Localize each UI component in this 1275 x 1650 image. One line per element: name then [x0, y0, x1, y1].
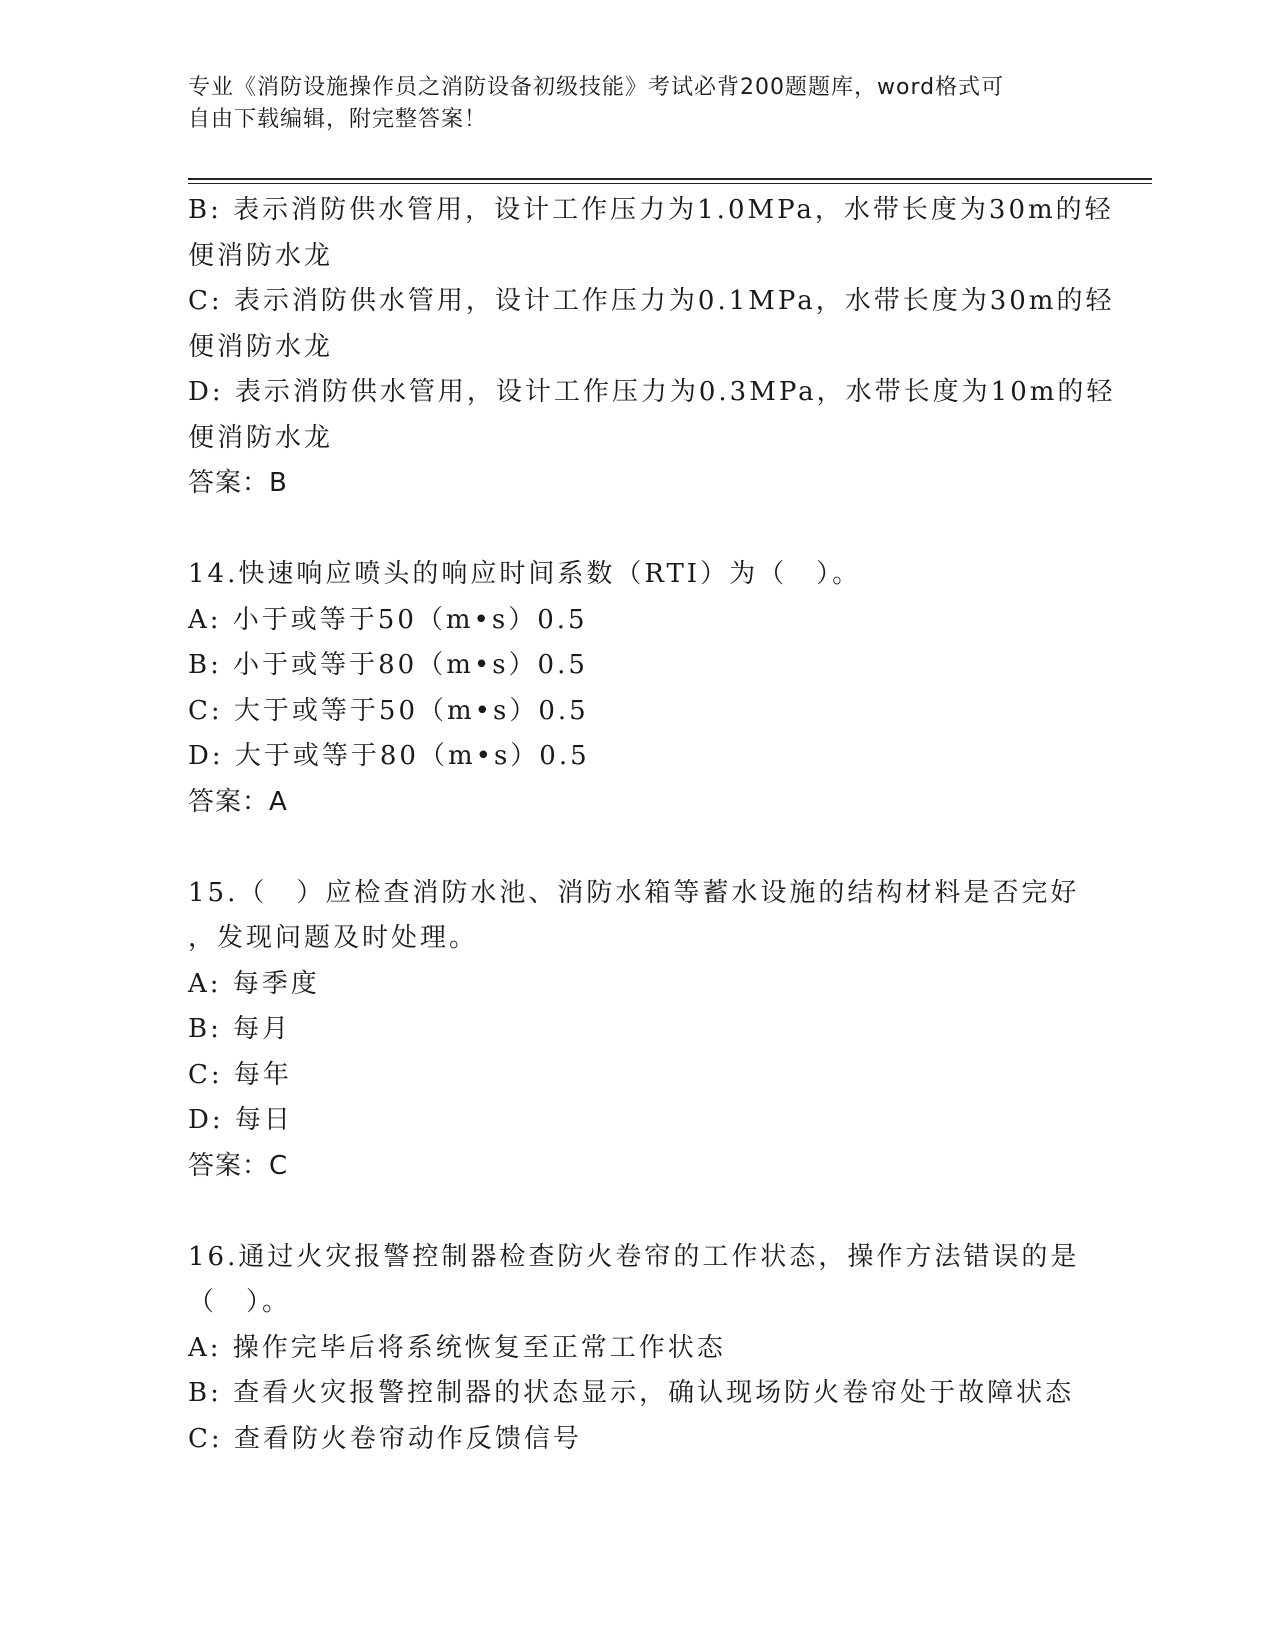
question-13	[188, 188, 1116, 507]
option-c-line-2: 便消防水龙	[188, 331, 334, 362]
option-c: C: 大于或等于50（m•s）0.5	[188, 695, 589, 726]
option-a: A: 小于或等于50（m•s）0.5	[188, 604, 588, 635]
answer-line: 答案：A	[188, 786, 288, 817]
option-b-line-2: 便消防水龙	[188, 240, 334, 271]
header-rule-thin	[188, 183, 1152, 184]
question-15	[188, 871, 1088, 1190]
option-c-line-1: C: 表示消防供水管用，设计工作压力为0.1MPa，水带长度为30m的轻	[188, 286, 1115, 316]
option-d: D: 大于或等于80（m•s）0.5	[188, 741, 590, 771]
answer-line: 答案：C	[188, 1150, 289, 1181]
document-header	[188, 72, 1068, 136]
option-c: C: 每年	[188, 1059, 292, 1090]
option-d-line-1: D: 表示消防供水管用，设计工作压力为0.3MPa，水带长度为10m的轻	[188, 377, 1116, 407]
question-stem-line-1: 15.（ ）应检查消防水池、消防水箱等蓄水设施的结构材料是否完好	[188, 877, 1080, 908]
option-b-line-1: B: 表示消防供水管用，设计工作压力为1.0MPa，水带长度为30m的轻	[188, 195, 1114, 225]
header-line-2: 自由下载编辑，附完整答案！	[188, 107, 488, 132]
header-line-1: 专业《消防设施操作员之消防设备初级技能》考试必背200题题库，word格式可	[188, 75, 1005, 100]
option-a: A: 每季度	[188, 968, 320, 999]
question-16	[188, 1235, 1088, 1463]
option-c: C: 查看防火卷帘动作反馈信号	[188, 1423, 582, 1454]
question-body	[188, 188, 1116, 1462]
header-rule-thick	[188, 178, 1152, 180]
question-stem-line-1: 16.通过火灾报警控制器检查防火卷帘的工作状态，操作方法错误的是	[188, 1241, 1080, 1272]
option-b: B: 查看火灾报警控制器的状态显示，确认现场防火卷帘处于故障状态	[188, 1378, 1075, 1408]
option-b: B: 小于或等于80（m•s）0.5	[188, 650, 588, 680]
question-stem-line-2: （ ）。	[188, 1287, 292, 1317]
question-stem: 14.快速响应喷头的响应时间系数（RTI）为（ ）。	[188, 559, 862, 589]
option-b: B: 每月	[188, 1014, 292, 1044]
option-d-line-2: 便消防水龙	[188, 422, 334, 453]
option-d: D: 每日	[188, 1105, 293, 1135]
option-a: A: 操作完毕后将系统恢复至正常工作状态	[188, 1332, 726, 1363]
question-14	[188, 552, 1088, 825]
answer-line: 答案：B	[188, 468, 288, 498]
question-stem-line-2: ，发现问题及时处理。	[188, 923, 479, 953]
